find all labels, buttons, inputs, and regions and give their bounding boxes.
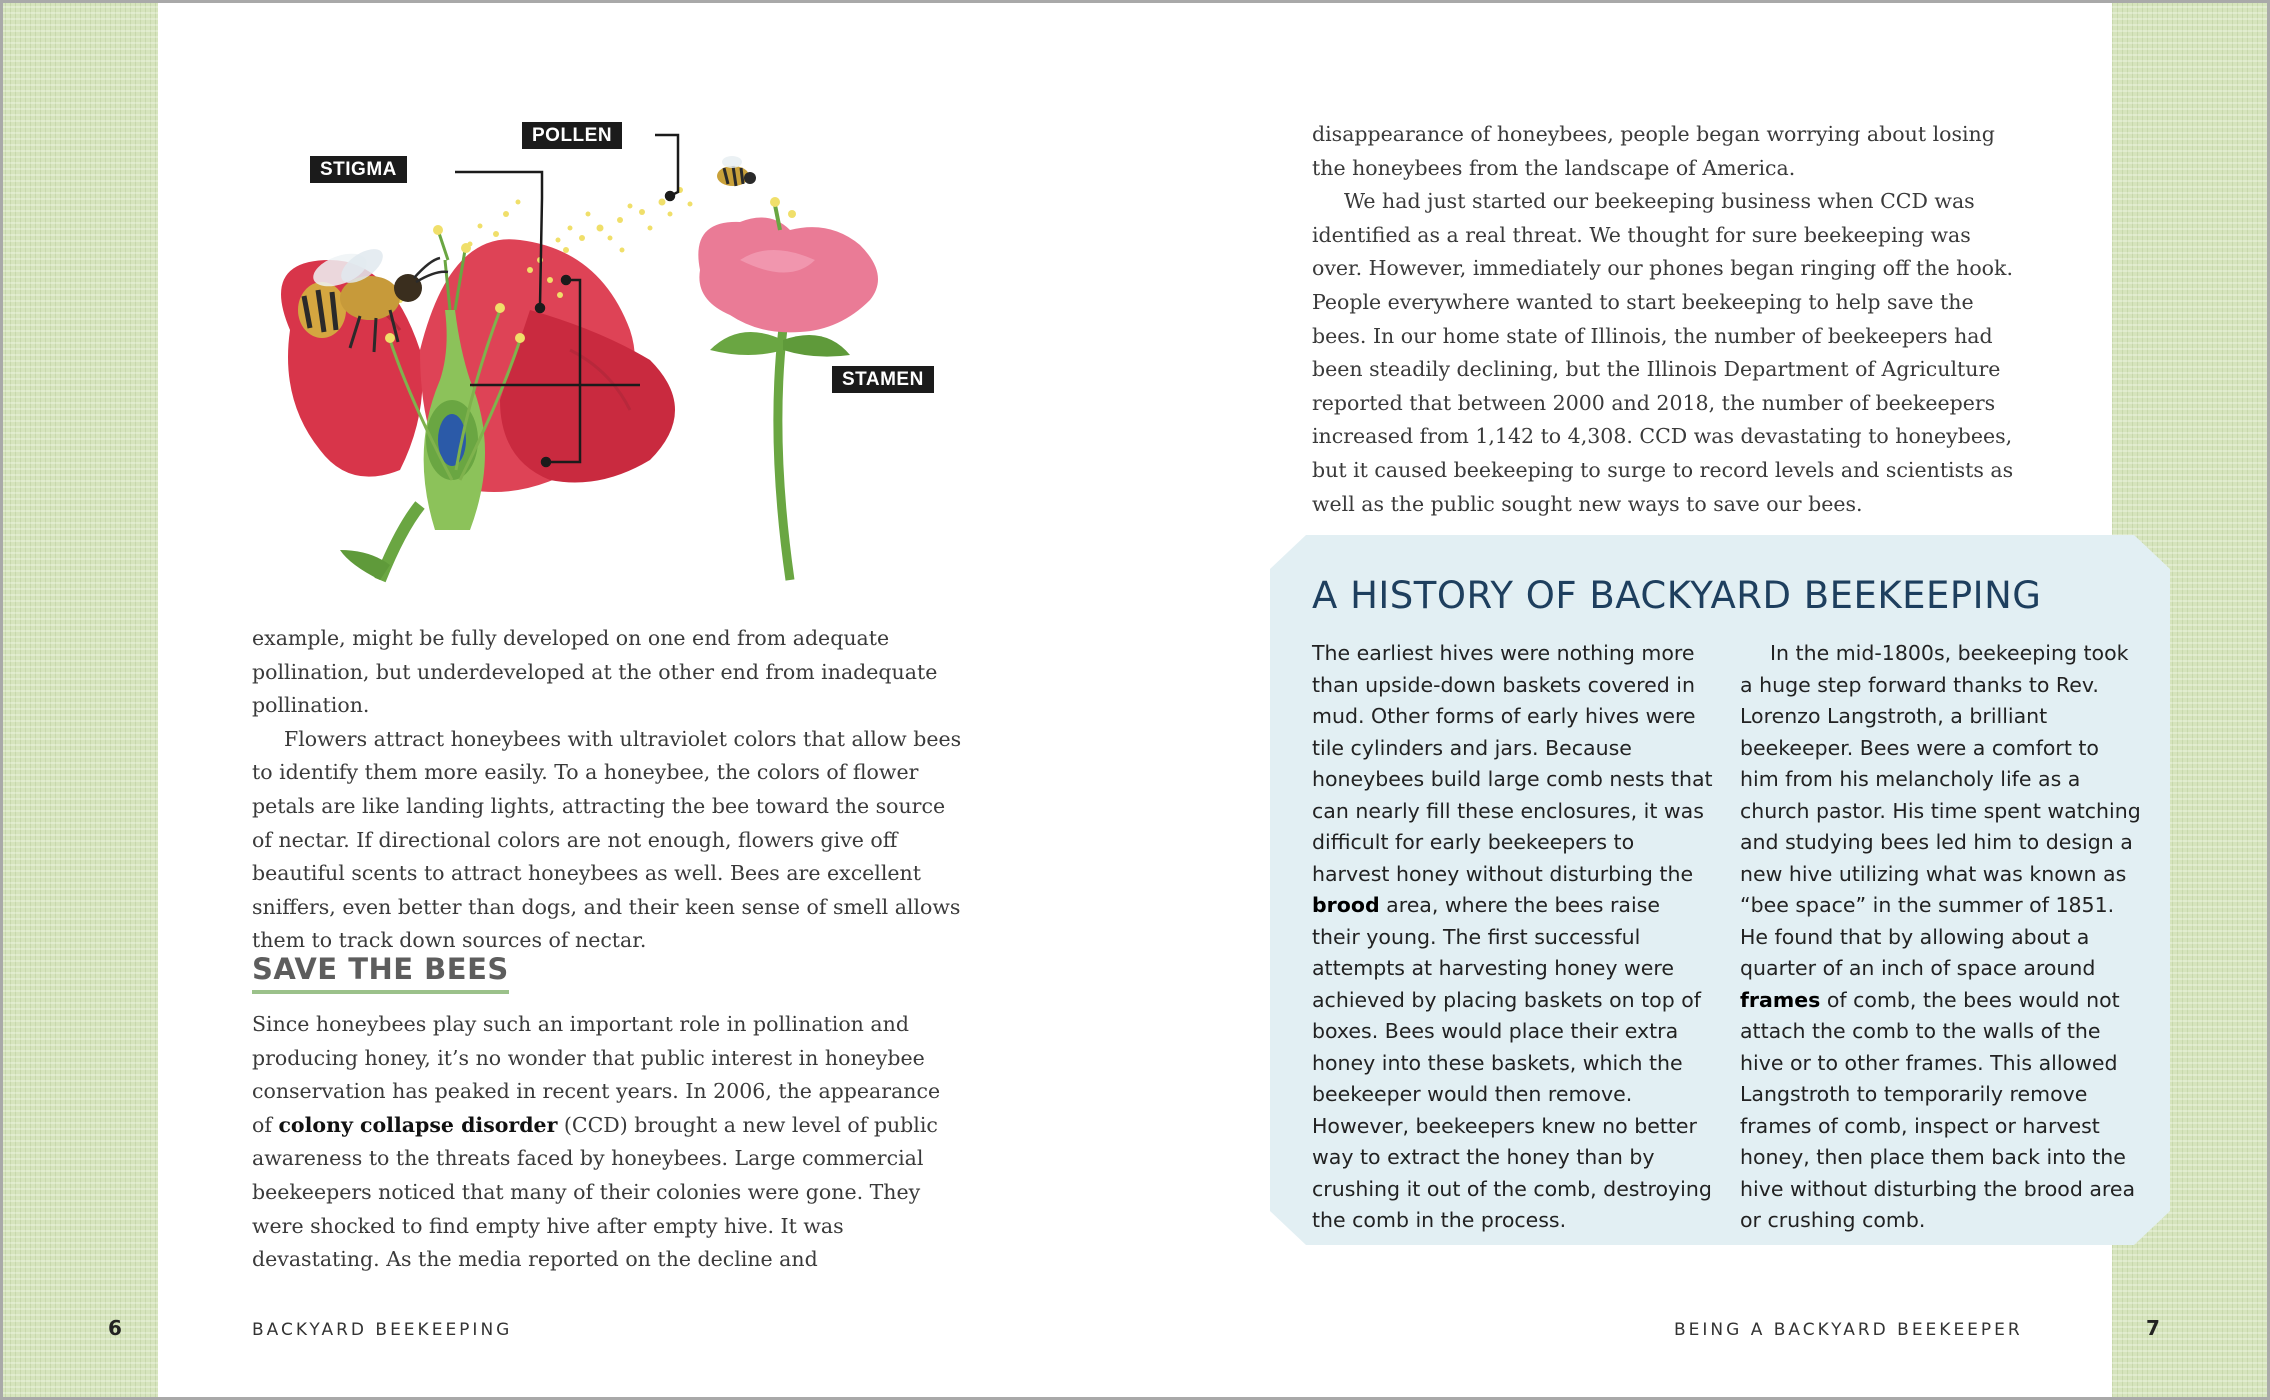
save-the-bees-text xyxy=(252,1008,962,1277)
left-body-text xyxy=(252,622,962,958)
flower-pollination-illustration xyxy=(270,110,950,590)
page-number-right: 7 xyxy=(2146,1316,2160,1340)
stigma-label: STIGMA xyxy=(310,156,407,183)
paragraph: Since honeybees play such an important role in pollination and producing honey, it’s no wonder that public interest in honeybee conservation has peaked in recent years. In 2006, the appearance of colony collapse disorder (CCD) brought a new level of public awareness to the threats faced by honeybees. Large commercial beekeepers noticed that many of their colonies were gone. They were shocked to find empty hive after empty hive. It was devastating. As the media reported on the decline and xyxy=(252,1012,941,1272)
bold-term: frames xyxy=(1740,987,1821,1012)
sidebar-column-2: In the mid-1800s, beekeeping took a huge step forward thanks to Rev. Lorenzo Langstroth, a brilliant beekeeper. Bees were a comfort to him from his melancholy life as a church pastor. His time spent watching and studying bees led him to design a new hive utilizing what was known as “bee space” in the summer of 1851. He found that by allowing about a quarter of an inch of space around frames of comb, the bees would not attach the comb to the walls of the hive or to other frames. This allowed Langstroth to temporarily remove frames of comb, inspect or harvest honey, then place them back into the hive without disturbing the brood area or crushing comb. xyxy=(1740,641,2141,1232)
sidebar-title: A HISTORY OF BACKYARD BEEKEEPING xyxy=(1312,574,2042,617)
flying-bee xyxy=(717,156,756,186)
pink-flower-sepal xyxy=(710,332,783,355)
sidebar-column-1: The earliest hives were nothing more than upside-down baskets covered in mud. Other forms of early hives were tile cylinders and jars. Because honeybees build large comb nests that can nearly fill these enclosures, it was difficult for early beekeepers to harvest honey without disturbing the brood area, where the bees raise their young. The first successful attempts at harvesting honey were achieved by placing baskets on top of boxes. Bees would place their extra honey into these baskets, which the beekeeper would then remove. However, beekeepers knew no better way to extract the honey than by crushing it out of the comb, destroying the comb in the process. xyxy=(1312,641,1713,1232)
paragraph: Flowers attract honeybees with ultraviolet colors that allow bees to identify them more easily. To a honeybee, the colors of flower petals are like landing lights, attracting the bee toward the source of nectar. If directional colors are not enough, flowers give off beautiful scents to attract honeybees as well. Bees are excellent sniffers, even better than dogs, and their keen sense of smell allows them to track down sources of nectar. xyxy=(252,726,962,953)
linen-margin-left xyxy=(0,0,158,1400)
pink-flower xyxy=(698,197,878,332)
running-head-right: BEING A BACKYARD BEEKEEPER xyxy=(1674,1320,2023,1340)
paragraph: example, might be fully developed on one end from adequate pollination, but underdeveloped at the other end from inadequate pollination. xyxy=(252,626,938,718)
bold-term: colony collapse disorder xyxy=(278,1112,558,1137)
pollen-label: POLLEN xyxy=(522,122,622,149)
page-number-left: 6 xyxy=(108,1316,122,1340)
section-heading-save-the-bees: SAVE THE BEES xyxy=(252,952,509,994)
running-head-left: BACKYARD BEEKEEPING xyxy=(252,1320,513,1340)
right-body-text xyxy=(1312,118,2022,521)
paragraph: We had just started our beekeeping business when CCD was identified as a real threat. We thought for sure beekeeping was over. However, immediately our phones began ringing off the hook. People everywhere wanted to start beekeeping to help save the bees. In our home state of Illinois, the number of beekeepers had been steadily declining, but the Illinois Department of Agriculture reported that between 2000 and 2018, the number of beekeepers increased from 1,142 to 4,308. CCD was devastating to honeybees, but it caused beekeeping to surge to record levels and scientists as well as the public sought new ways to save our bees. xyxy=(1312,189,2014,516)
paragraph: disappearance of honeybees, people began worrying about losing the honeybees from the landscape of America. xyxy=(1312,122,1995,180)
stamen-label: STAMEN xyxy=(832,366,934,393)
pink-flower-stem xyxy=(778,328,790,580)
bold-term: brood xyxy=(1312,893,1380,917)
